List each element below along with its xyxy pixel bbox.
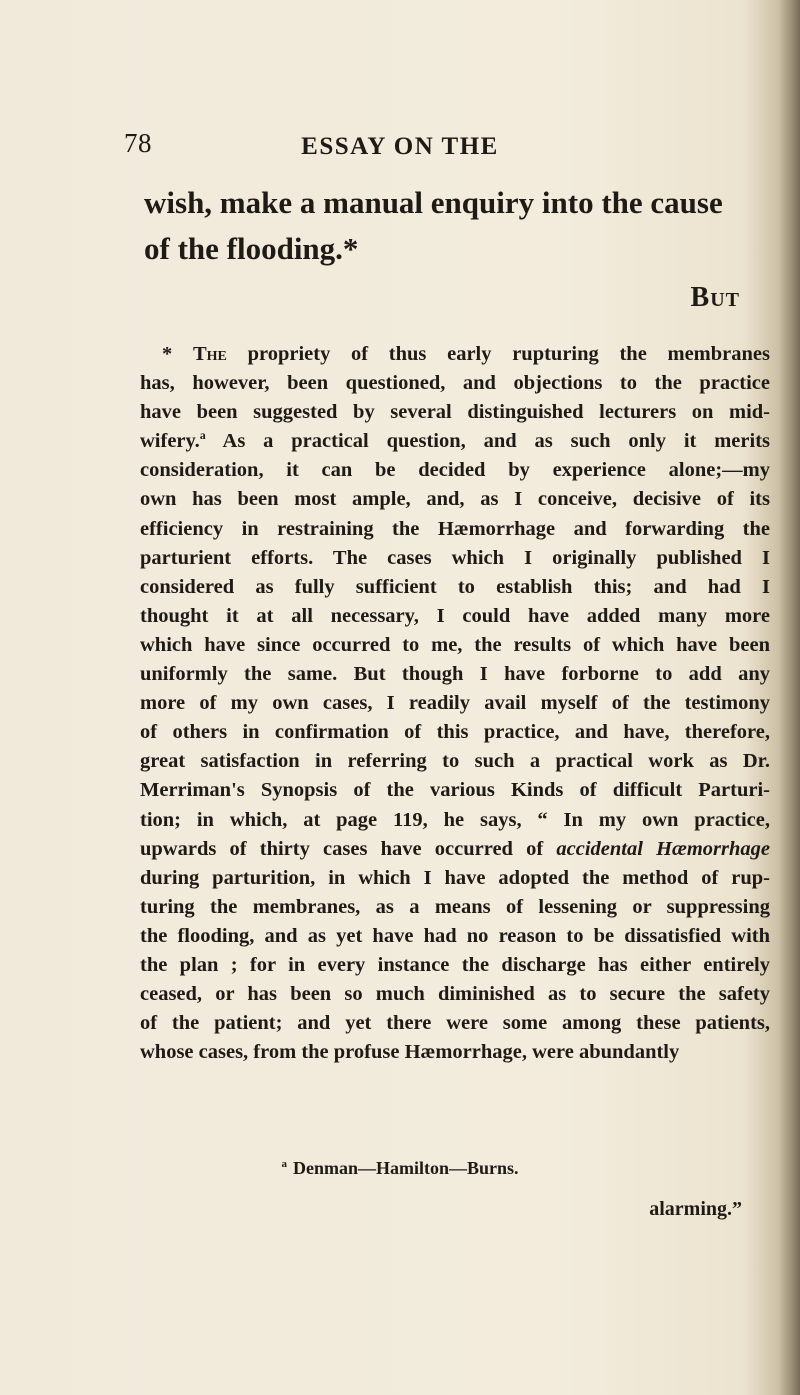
footnote-line: Merriman's Synopsis of the various Kinds of difficult Parturi- (140, 779, 770, 802)
footnote-line (140, 340, 770, 369)
footnote-line: thought it at all necessary, I could have added many more (140, 604, 770, 627)
footnote-line-text: upwards of thirty cases have occurred of (140, 837, 557, 860)
footnote-line: of the patient; and yet there were some among these patients, (140, 1012, 770, 1035)
main-text-line: of the flooding.* (144, 231, 359, 266)
footnote (140, 340, 770, 1067)
catchword-end: alarming.” (649, 1198, 742, 1220)
catchword (0, 282, 740, 314)
footnote-line-text: As a practical question, and as such only it merits (205, 430, 770, 453)
reference-note (0, 1158, 800, 1179)
footnote-line (140, 835, 770, 864)
footnote-line: during parturition, in which I have adopted the method of rup- (140, 866, 770, 889)
footnote-line: more of my own cases, I readily avail myself of the testimony (140, 692, 770, 715)
reference-note-text: Denman—Hamilton—Burns. (292, 1158, 519, 1178)
footnote-marker: * (162, 343, 173, 365)
footnote-line: consideration, it can be decided by experience alone;—my (140, 459, 770, 482)
footnote-line: ceased, or has been so much diminished as to secure the safety (140, 983, 770, 1006)
footnote-line: has, however, been questioned, and objections to the practice (140, 372, 770, 395)
main-text-line: wish, make a manual enquiry into the cause (144, 185, 723, 220)
footnote-lead-word: The (192, 343, 227, 365)
catchword-text: But (690, 282, 740, 313)
footnote-line: which have since occurred to me, the results of which have been (140, 633, 770, 656)
running-head: ESSAY ON THE (301, 133, 499, 160)
footnote-line (140, 427, 770, 456)
footnote-line: uniformly the same. But though I have forborne to add any (140, 663, 770, 686)
footnote-line-text: wifery. (140, 430, 200, 453)
footnote-line: great satisfaction in referring to such a practical work as Dr. (140, 750, 770, 773)
footnote-line: efficiency in restraining the Hæmorrhage and forwarding the (140, 517, 770, 540)
footnote-line: parturient efforts. The cases which I originally published I (140, 546, 770, 569)
page-edge-shadow (778, 0, 800, 1395)
footnote-line: have been suggested by several distinguished lecturers on mid- (140, 401, 770, 424)
reference-marker: a (199, 428, 206, 443)
page-number: 78 (124, 128, 152, 158)
footnote-italic-term: accidental Hæmorrhage (556, 837, 770, 860)
footnote-line: the flooding, and as yet have had no reason to be dissatisfied with (140, 924, 770, 947)
footnote-line: considered as fully sufficient to establish this; and had I (140, 575, 770, 598)
footnote-line: own has been most ample, and, as I conceive, decisive of its (140, 488, 770, 511)
footnote-line: tion; in which, at page 119, he says, “ In my own practice, (140, 808, 770, 831)
footnote-line: of others in confirmation of this practice, and have, therefore, (140, 721, 770, 744)
footnote-line: whose cases, from the profuse Hæmorrhage, were abundantly (140, 1041, 680, 1064)
reference-note-marker: a (281, 1158, 287, 1170)
main-text (144, 180, 772, 272)
footnote-line: the plan ; for in every instance the discharge has either entirely (140, 953, 770, 976)
footnote-line: turing the membranes, as a means of lessening or suppressing (140, 895, 770, 918)
footnote-line-text: propriety of thus early rupturing the membranes (247, 343, 770, 365)
